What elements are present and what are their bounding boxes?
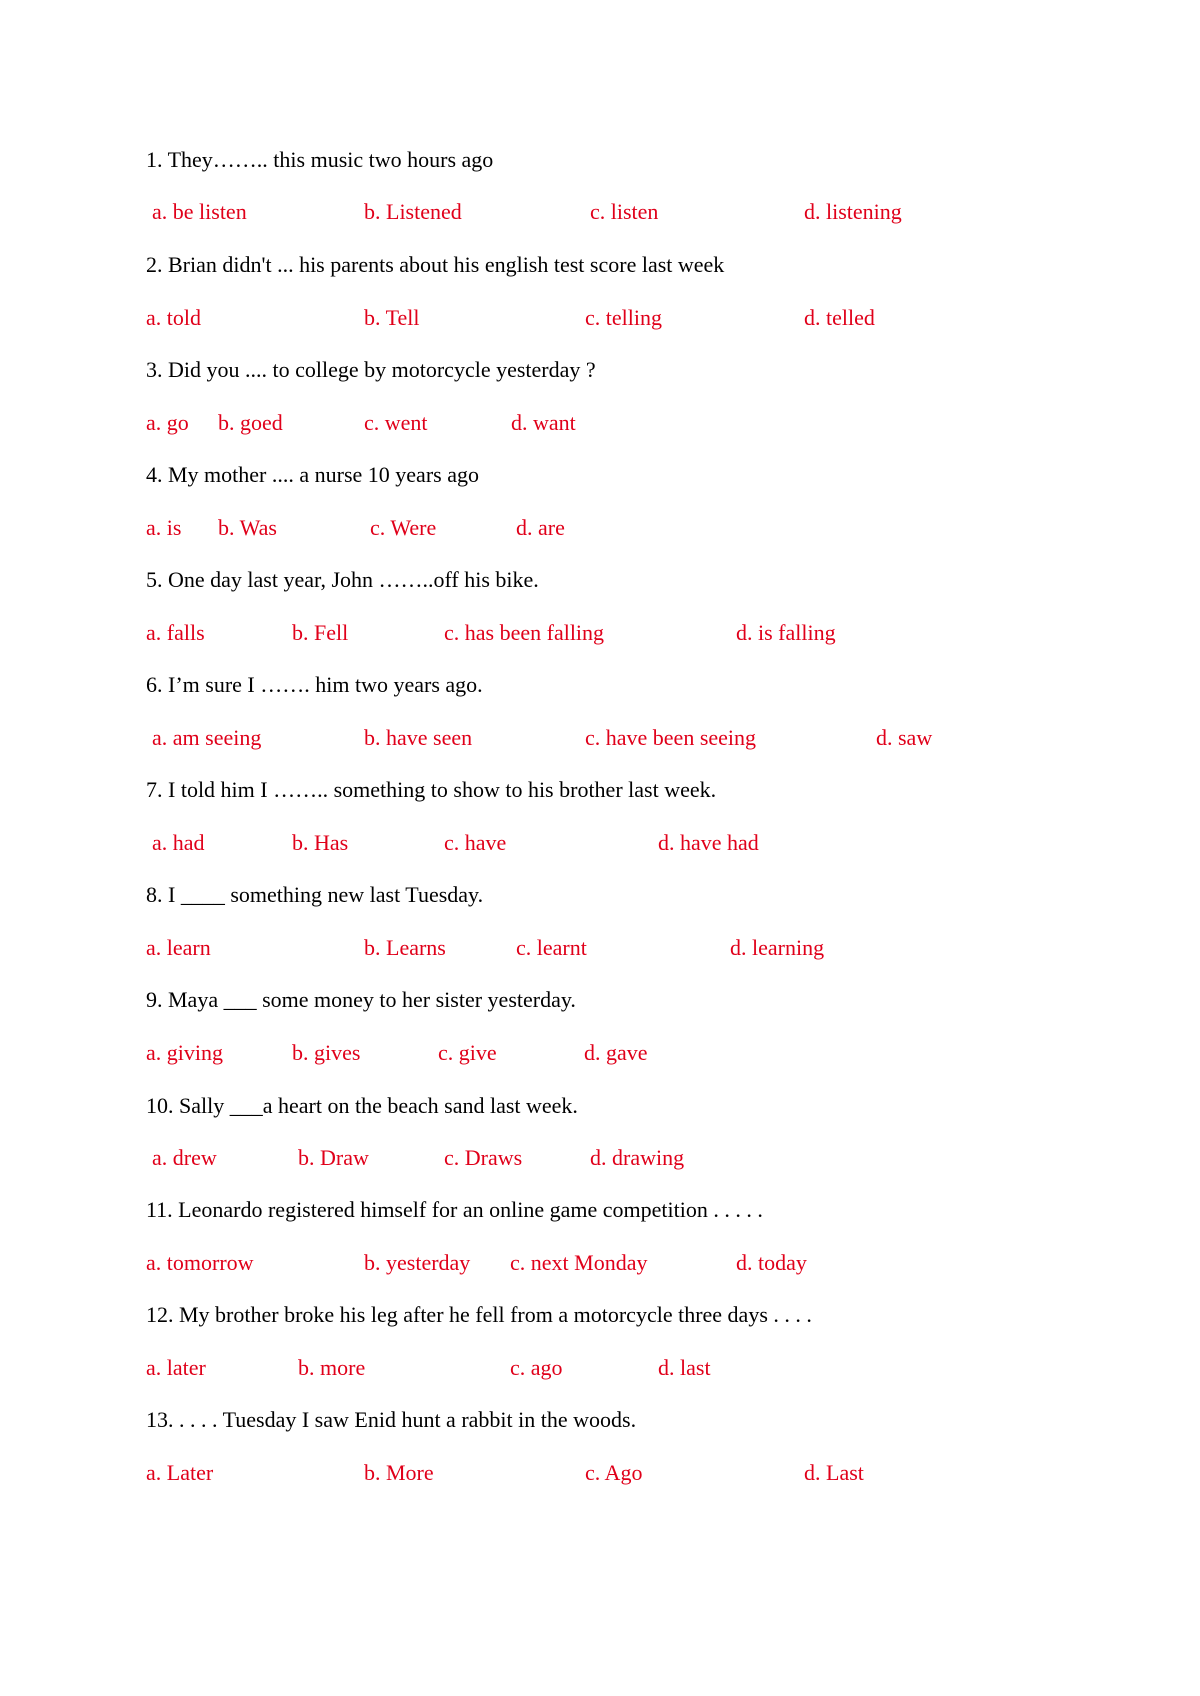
q12-option-a: a. later bbox=[146, 1355, 206, 1380]
q9-option-c: c. give bbox=[438, 1040, 497, 1065]
q8-option-c: c. learnt bbox=[516, 935, 587, 960]
q2-option-a: a. told bbox=[146, 305, 201, 330]
q3-option-a: a. go bbox=[146, 410, 189, 435]
q11-option-b: b. yesterday bbox=[364, 1250, 471, 1275]
question-5: 5. One day last year, John ……..off his bike. bbox=[146, 567, 539, 592]
q9-option-b: b. gives bbox=[292, 1040, 361, 1065]
q8-option-b: b. Learns bbox=[364, 935, 446, 960]
q11-option-d: d. today bbox=[736, 1250, 807, 1275]
q6-option-c: c. have been seeing bbox=[585, 725, 757, 750]
question-8: 8. I ____ something new last Tuesday. bbox=[146, 882, 484, 907]
q9-option-d: d. gave bbox=[584, 1040, 648, 1065]
q3-option-c: c. went bbox=[364, 410, 428, 435]
q10-option-b: b. Draw bbox=[298, 1145, 369, 1170]
question-9: 9. Maya ___ some money to her sister yesterday. bbox=[146, 987, 576, 1012]
question-2: 2. Brian didn't ... his parents about his english test score last week bbox=[146, 252, 725, 277]
q12-option-c: c. ago bbox=[510, 1355, 563, 1380]
q13-option-b: b. More bbox=[364, 1460, 434, 1485]
q1-option-d: d. listening bbox=[804, 199, 902, 224]
q11-option-c: c. next Monday bbox=[510, 1250, 648, 1275]
q4-option-c: c. Were bbox=[370, 515, 437, 540]
q1-option-a: a. be listen bbox=[152, 199, 247, 224]
q7-option-a: a. had bbox=[152, 830, 205, 855]
q4-option-d: d. are bbox=[516, 515, 565, 540]
q13-option-a: a. Later bbox=[146, 1460, 214, 1485]
q1-option-c: c. listen bbox=[590, 199, 659, 224]
q2-option-d: d. telled bbox=[804, 305, 875, 330]
q8-option-a: a. learn bbox=[146, 935, 211, 960]
q11-option-a: a. tomorrow bbox=[146, 1250, 254, 1275]
q10-option-c: c. Draws bbox=[444, 1145, 523, 1170]
q12-option-d: d. last bbox=[658, 1355, 711, 1380]
q13-option-d: d. Last bbox=[804, 1460, 864, 1485]
q8-option-d: d. learning bbox=[730, 935, 825, 960]
q10-option-d: d. drawing bbox=[590, 1145, 685, 1170]
question-1: 1. They…….. this music two hours ago bbox=[146, 147, 494, 172]
q4-option-a: a. is bbox=[146, 515, 182, 540]
q6-option-b: b. have seen bbox=[364, 725, 473, 750]
q3-option-b: b. goed bbox=[218, 410, 283, 435]
q5-option-d: d. is falling bbox=[736, 620, 836, 645]
q5-option-c: c. has been falling bbox=[444, 620, 605, 645]
question-10: 10. Sally ___a heart on the beach sand last week. bbox=[146, 1093, 578, 1118]
q3-option-d: d. want bbox=[511, 410, 576, 435]
q6-option-a: a. am seeing bbox=[152, 725, 262, 750]
question-13: 13. . . . . Tuesday I saw Enid hunt a rabbit in the woods. bbox=[146, 1407, 637, 1432]
q2-option-b: b. Tell bbox=[364, 305, 420, 330]
q6-option-d: d. saw bbox=[876, 725, 933, 750]
question-7: 7. I told him I …….. something to show to his brother last week. bbox=[146, 777, 717, 802]
q13-option-c: c. Ago bbox=[585, 1460, 643, 1485]
q9-option-a: a. giving bbox=[146, 1040, 223, 1065]
q12-option-b: b. more bbox=[298, 1355, 366, 1380]
q1-option-b: b. Listened bbox=[364, 199, 462, 224]
question-4: 4. My mother .... a nurse 10 years ago bbox=[146, 462, 479, 487]
question-11: 11. Leonardo registered himself for an online game competition . . . . . bbox=[146, 1197, 763, 1222]
q2-option-c: c. telling bbox=[585, 305, 662, 330]
q7-option-c: c. have bbox=[444, 830, 507, 855]
q5-option-b: b. Fell bbox=[292, 620, 349, 645]
question-3: 3. Did you .... to college by motorcycle yesterday ? bbox=[146, 357, 596, 382]
q4-option-b: b. Was bbox=[218, 515, 277, 540]
q7-option-b: b. Has bbox=[292, 830, 349, 855]
q7-option-d: d. have had bbox=[658, 830, 759, 855]
question-6: 6. I’m sure I ……. him two years ago. bbox=[146, 672, 483, 697]
q10-option-a: a. drew bbox=[152, 1145, 217, 1170]
question-12: 12. My brother broke his leg after he fell from a motorcycle three days . . . . bbox=[146, 1302, 812, 1327]
q5-option-a: a. falls bbox=[146, 620, 205, 645]
